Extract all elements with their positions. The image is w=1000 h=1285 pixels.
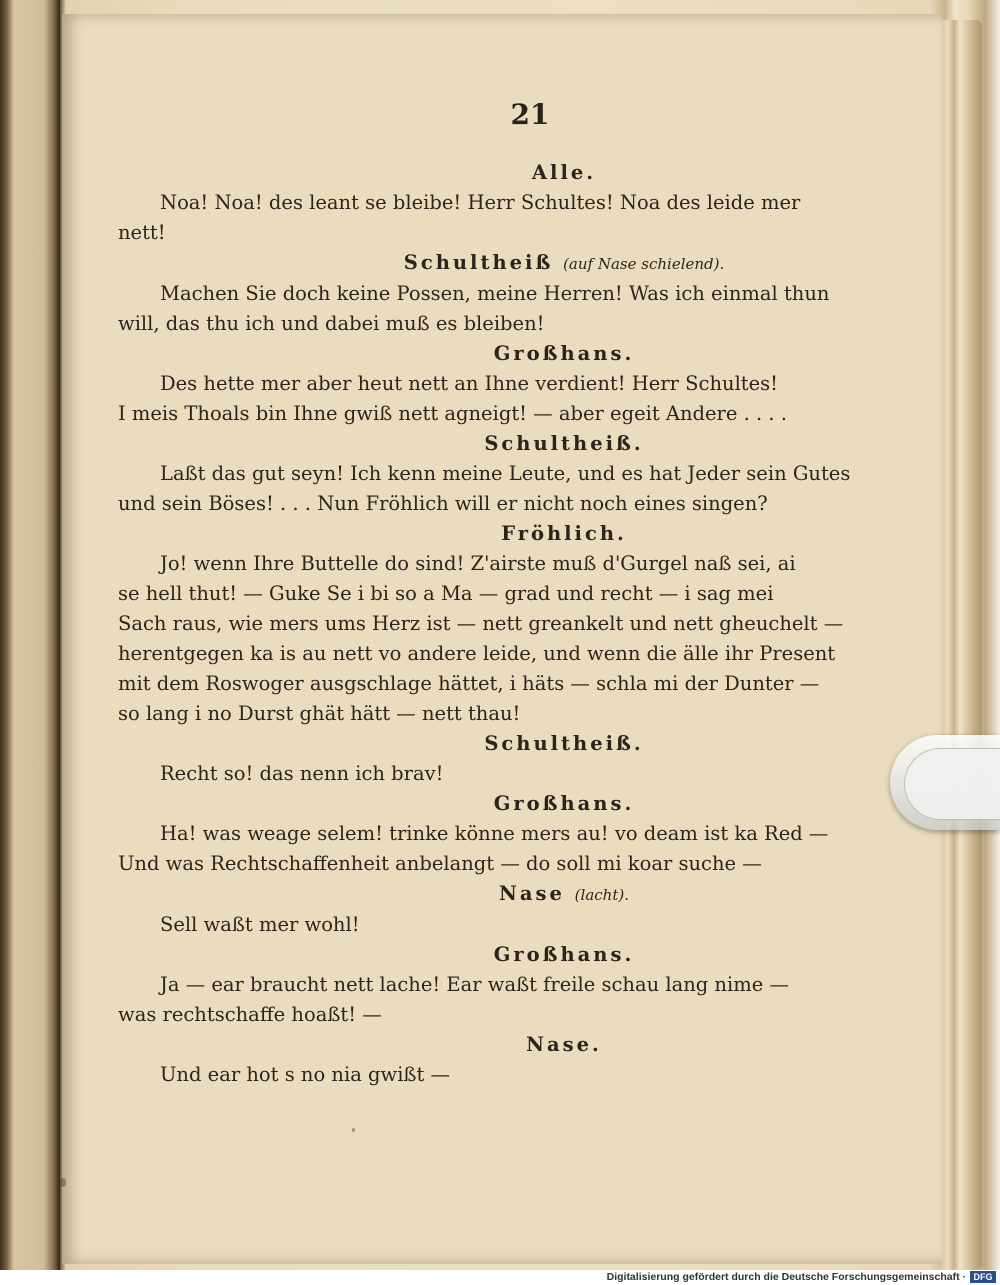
speaker-name: Nase.: [526, 1033, 602, 1056]
dialogue-line: nett!: [118, 221, 166, 244]
stage-direction: (lacht).: [574, 886, 629, 904]
speaker-heading: [118, 429, 930, 459]
dialogue-line: Des hette mer aber heut nett an Ihne verdient! Herr Schultes!: [160, 372, 779, 395]
dialogue-line: Und ear hot s no nia gwißt —: [160, 1063, 450, 1086]
dialogue-line: Ha! was weage selem! trinke könne mers au! vo deam ist ka Red —: [160, 822, 829, 845]
speaker-name: Alle.: [531, 161, 597, 184]
speaker-heading: [118, 789, 930, 819]
page-clip-inner: [904, 748, 1000, 820]
speaker-heading: [118, 940, 930, 970]
speaker-heading: [118, 879, 930, 910]
page-number: 21: [510, 98, 550, 131]
footer-credit: Digitalisierung gefördert durch die Deutsche Forschungsgemeinschaft ·: [606, 1271, 966, 1283]
dialogue-line: herentgegen ka is au nett vo andere leide, und wenn die älle ihr Present: [118, 642, 836, 665]
speaker-heading: [118, 158, 930, 188]
dialogue-line: Ja — ear braucht nett lache! Ear waßt freile schau lang nime —: [160, 973, 789, 996]
dialogue-line: mit dem Roswoger ausgschlage hättet, i häts — schla mi der Dunter —: [118, 672, 820, 695]
ink-spot: [352, 1128, 355, 1132]
dialogue-line: Sell waßt mer wohl!: [160, 913, 360, 936]
left-page-edge: [0, 0, 60, 1270]
speaker-name: Großhans.: [493, 342, 635, 365]
speaker-name: Großhans.: [493, 792, 635, 815]
dialogue-line: Jo! wenn Ihre Buttelle do sind! Z'airste muß d'Gurgel naß sei, ai: [160, 552, 796, 575]
dialogue-line: se hell thut! — Guke Se i bi so a Ma — grad und recht — i sag mei: [118, 582, 774, 605]
speaker-heading: [118, 339, 930, 369]
speaker-name: Großhans.: [493, 943, 635, 966]
ink-spot: [60, 1178, 66, 1187]
dialogue-line: und sein Böses! . . . Nun Fröhlich will er nicht noch eines singen?: [118, 492, 768, 515]
speaker-heading: [118, 1030, 930, 1060]
speaker-name: Schultheiß.: [484, 432, 644, 455]
dialogue-line: Machen Sie doch keine Possen, meine Herren! Was ich einmal thun: [160, 282, 830, 305]
dfg-logo: DFG: [970, 1271, 996, 1283]
speaker-heading: [118, 248, 930, 279]
dialogue-line: Und was Rechtschaffenheit anbelangt — do soll mi koar suche —: [118, 852, 762, 875]
stage-direction: (auf Nase schielend).: [563, 255, 725, 273]
play-text: [118, 158, 930, 1090]
speaker-name: Schultheiß.: [484, 732, 644, 755]
dialogue-line: Noa! Noa! des leant se bleibe! Herr Schultes! Noa des leide mer: [160, 191, 801, 214]
speaker-heading: [118, 729, 930, 759]
dialogue-line: so lang i no Durst ghät hätt — nett thau!: [118, 702, 521, 725]
dialogue-line: Recht so! das nenn ich brav!: [160, 762, 444, 785]
speaker-name: Fröhlich.: [501, 522, 627, 545]
dialogue-line: Laßt das gut seyn! Ich kenn meine Leute, und es hat Jeder sein Gutes: [160, 462, 851, 485]
dialogue-line: I meis Thoals bin Ihne gwiß nett agneigt! — aber egeit Andere . . . .: [118, 402, 787, 425]
dialogue-line: Sach raus, wie mers ums Herz ist — nett greankelt und nett gheuchelt —: [118, 612, 844, 635]
dialogue-line: will, das thu ich und dabei muß es bleiben!: [118, 312, 545, 335]
dialogue-line: was rechtschaffe hoaßt! —: [118, 1003, 382, 1026]
speaker-name: Nase: [499, 882, 565, 905]
speaker-name: Schultheiß: [403, 251, 554, 274]
speaker-heading: [118, 519, 930, 549]
page-stack-edge: [940, 20, 982, 1270]
